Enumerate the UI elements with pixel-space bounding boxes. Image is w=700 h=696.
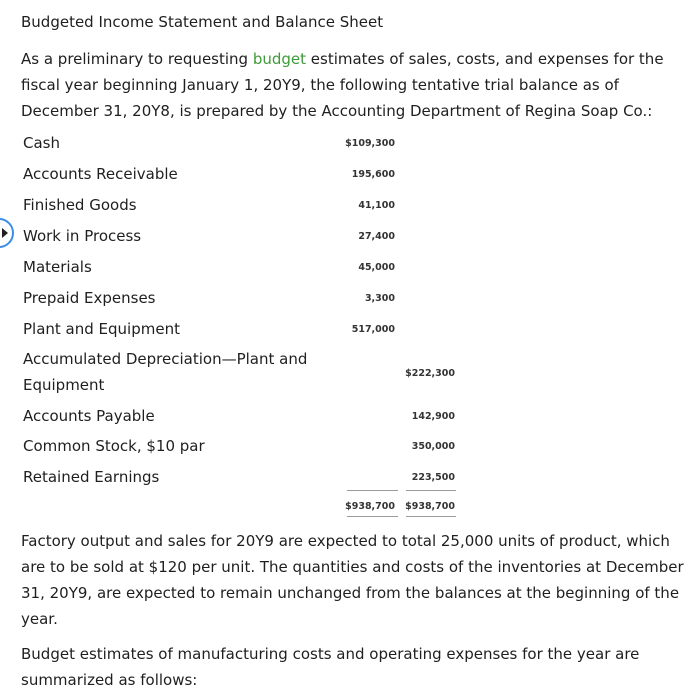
credit-double-rule <box>406 516 456 517</box>
play-marker-icon[interactable] <box>0 218 14 248</box>
debit-total: $938,700 <box>345 501 395 512</box>
intro-text-start: As a preliminary to requesting <box>21 50 253 68</box>
debit-total-rule <box>347 490 398 491</box>
budget-link[interactable]: budget <box>252 50 307 68</box>
debit-amount: 45,000 <box>358 262 395 273</box>
intro-paragraph <box>21 46 686 124</box>
debit-amount: 517,000 <box>351 324 395 335</box>
credit-amount: $222,300 <box>405 368 455 379</box>
account-name: Prepaid Expenses <box>23 289 156 307</box>
debit-amount: 3,300 <box>364 293 395 304</box>
debit-double-rule <box>347 516 398 517</box>
account-name: Plant and Equipment <box>23 320 180 338</box>
intro-text-end: estimates of sales, costs, and expenses for the fiscal year beginning January 1, 20Y9, the following tentative trial balance as of December 31, 20Y8, is prepared by the Accounting Department of Regina Soap Co.: <box>21 50 664 120</box>
debit-amount: 195,600 <box>351 169 395 180</box>
page-title: Budgeted Income Statement and Balance Sheet <box>21 13 384 31</box>
production-paragraph: Factory output and sales for 20Y9 are expected to total 25,000 units of product, which are to be sold at $120 per unit. The quantities and costs of the inventories at December 31, 20Y9, are expected to remain unchanged from the balances at the beginning of the year. <box>21 532 684 628</box>
credit-amount: 223,500 <box>411 472 455 483</box>
debit-amount: $109,300 <box>345 138 395 149</box>
account-name: Work in Process <box>23 227 142 245</box>
account-name: Accumulated Depreciation—Plant and <box>23 350 308 368</box>
credit-amount: 142,900 <box>411 411 455 422</box>
budget-estimates-paragraph: Budget estimates of manufacturing costs and operating expenses for the year are summarized as follows: <box>21 645 640 689</box>
account-name: Retained Earnings <box>23 468 160 486</box>
credit-total: $938,700 <box>405 501 455 512</box>
account-name: Materials <box>23 258 92 276</box>
credit-amount: 350,000 <box>411 441 455 452</box>
account-name: Finished Goods <box>23 196 137 214</box>
account-name: Cash <box>23 134 60 152</box>
account-name: Accounts Receivable <box>23 165 178 183</box>
debit-amount: 41,100 <box>358 200 395 211</box>
account-name: Common Stock, $10 par <box>23 437 205 455</box>
account-name-continued: Equipment <box>23 376 105 394</box>
account-name: Accounts Payable <box>23 407 155 425</box>
debit-amount: 27,400 <box>358 231 395 242</box>
credit-total-rule <box>406 490 456 491</box>
